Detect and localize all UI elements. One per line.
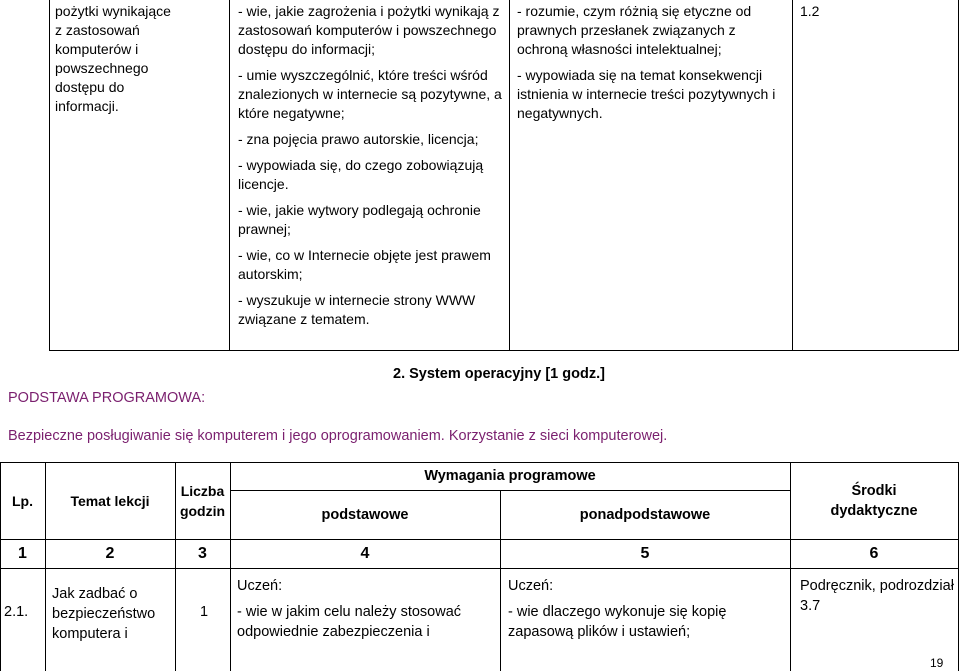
col-number: 6 (869, 544, 879, 562)
section-title: 2. System operacyjny [1 godz.] (393, 366, 605, 382)
top-col4: 1.2 (800, 3, 820, 19)
header-ponadpodstawowe: ponadpodstawowe (579, 506, 711, 523)
header-liczba-godzin: Liczba godzin (179, 482, 226, 519)
top-col3 (517, 2, 789, 130)
text-line: dostępu do (55, 79, 125, 95)
text-line: komputerów i (55, 41, 139, 57)
row-temat: Jak zadbać o bezpieczeństwo komputera i (52, 586, 156, 642)
requirement-item: - wie, co w Internecie objęte jest prawem autorskim; (238, 247, 491, 282)
row-srodki: Podręcznik, podrozdział 3.7 (800, 578, 954, 614)
col-number: 5 (640, 544, 650, 562)
requirement-item: - wie, jakie zagrożenia i pożytki wynikają z zastosowań komputerów i powszechnego dostępu do informacji; (238, 3, 500, 57)
requirement-item: - umie wyszczególnić, które treści wśród znalezionych w internecie są pozytywne, a które negatywne; (238, 67, 502, 121)
requirement-item: - rozumie, czym różnią się etyczne od prawnych przesłanek związanych z ochroną własności intelektualnej; (517, 3, 752, 57)
top-col2 (238, 2, 506, 336)
requirement-item: - zna pojęcia prawo autorskie, licencja; (238, 131, 479, 147)
col-number: 4 (360, 544, 370, 562)
page-number: 19 (930, 656, 944, 670)
header-podstawowe: podstawowe (321, 506, 409, 523)
text-line: pożytki wynikające (55, 3, 171, 19)
row-godzin: 1 (200, 604, 209, 620)
col-number: 1 (18, 544, 27, 562)
row-ponadpodstawowe (508, 576, 784, 642)
requirement-item: - wyszukuje w internecie strony WWW związane z tematem. (238, 292, 476, 327)
requirement-item: - wypowiada się, do czego zobowiązują licencje. (238, 157, 484, 192)
col-number: 3 (198, 544, 207, 562)
row-lp: 2.1. (4, 604, 29, 620)
text-line: powszechnego (55, 60, 149, 76)
header-lp: Lp. (12, 492, 33, 509)
header-srodki: Środki dydaktyczne (830, 482, 918, 519)
section-subtitle: Bezpieczne posługiwanie się komputerem i jego oprogramowaniem. Korzystanie z sieci komputerowej. (8, 428, 668, 444)
text-line: z zastosowań (55, 22, 140, 38)
header-wymagania: Wymagania programowe (424, 468, 596, 484)
col-number: 2 (105, 544, 115, 562)
text-line: informacji. (55, 98, 119, 114)
row-podstawowe (237, 576, 497, 642)
uczen-label: Uczeń: (237, 578, 283, 594)
requirement-item: - wypowiada się na temat konsekwencji istnienia w internecie treści pozytywnych i negatywnych. (517, 67, 776, 121)
top-col1 (55, 2, 225, 116)
requirement-item: - wie, jakie wytwory podlegają ochronie prawnej; (238, 202, 481, 237)
requirement-item: - wie dlaczego wykonuje się kopię zapasową plików i ustawień; (508, 604, 727, 640)
header-temat: Temat lekcji (70, 492, 150, 509)
podstawa-label: PODSTAWA PROGRAMOWA: (8, 390, 206, 406)
requirement-item: - wie w jakim celu należy stosować odpowiednie zabezpieczenia i (237, 604, 462, 640)
uczen-label: Uczeń: (508, 578, 554, 594)
